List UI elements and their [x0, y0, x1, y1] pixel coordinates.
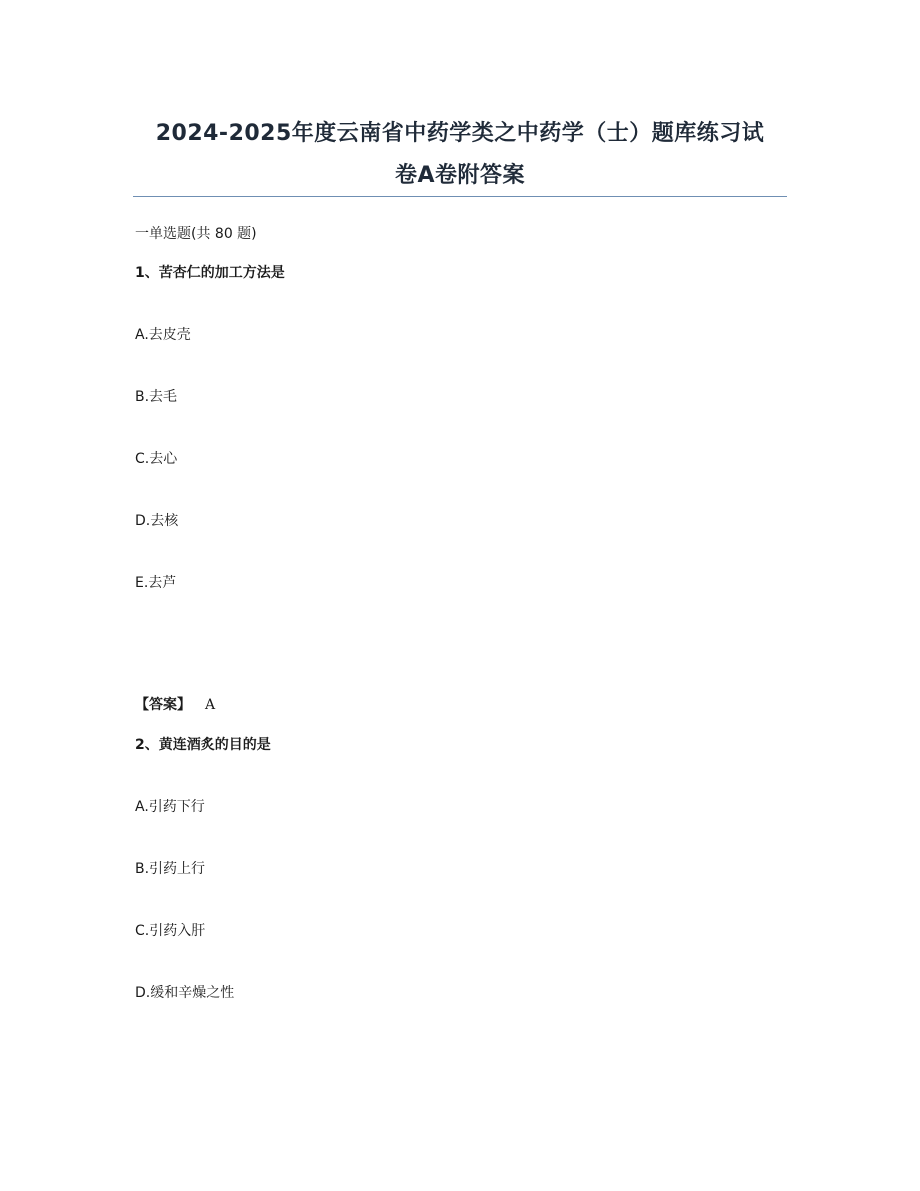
- question-1-answer: [135, 694, 215, 714]
- document-title-line-2: 卷A卷附答案: [394, 163, 526, 188]
- question-1-stem: 1、苦杏仁的加工方法是: [135, 265, 285, 281]
- question-1-option-c: C.去心: [135, 451, 178, 467]
- question-1-option-a: A.去皮壳: [135, 327, 191, 343]
- answer-value: A: [205, 697, 216, 713]
- question-2-option-a: A.引药下行: [135, 799, 205, 815]
- answer-label: 【答案】: [135, 697, 191, 713]
- title-divider: [133, 196, 787, 197]
- question-1-option-d: D.去核: [135, 513, 179, 529]
- document-title-line-1: 2024-2025年度云南省中药学类之中药学（士）题库练习试: [155, 121, 765, 146]
- question-2-option-d: D.缓和辛燥之性: [135, 985, 235, 1001]
- question-1-option-e: E.去芦: [135, 575, 177, 591]
- question-1-option-b: B.去毛: [135, 389, 178, 405]
- question-2-option-c: C.引药入肝: [135, 923, 206, 939]
- section-heading: 一单选题(共 80 题): [135, 226, 257, 242]
- question-2-option-b: B.引药上行: [135, 861, 206, 877]
- question-2-stem: 2、黄连酒炙的目的是: [135, 737, 271, 753]
